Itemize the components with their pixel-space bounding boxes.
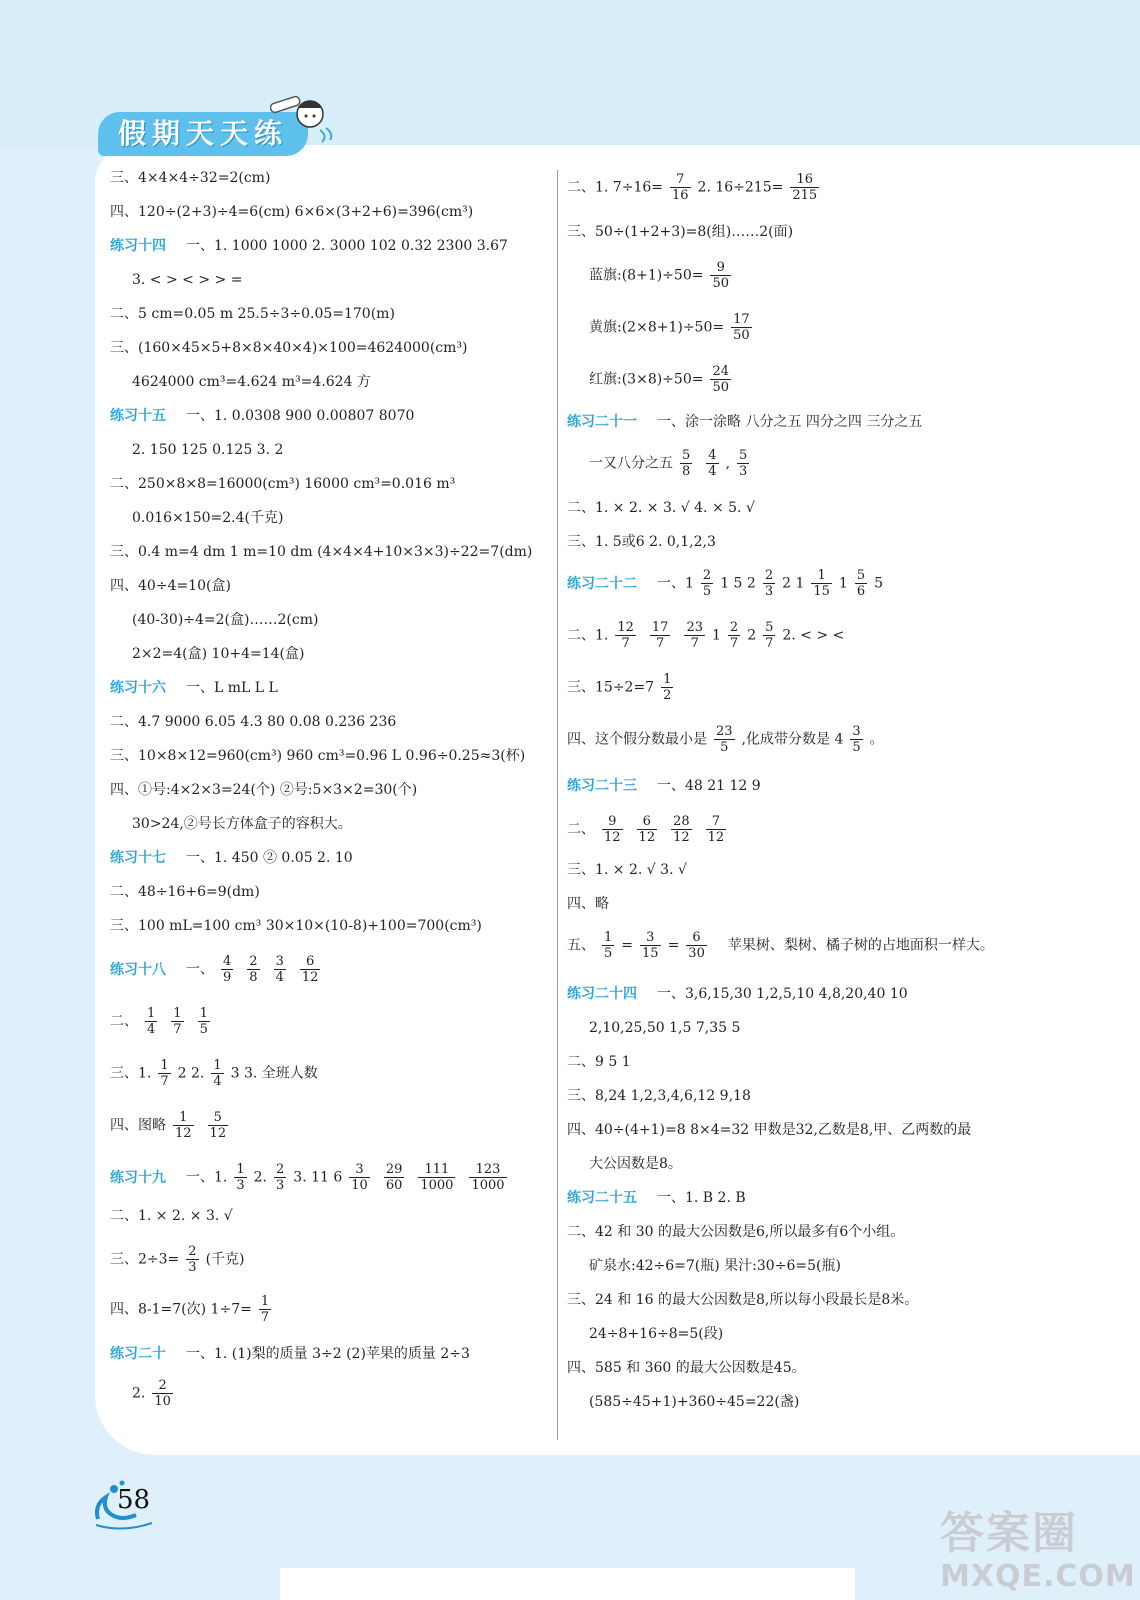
answer-line: 练习十四 一、1. 1000 1000 2. 3000 102 0.32 2300 3.67 — [110, 238, 508, 254]
page-title: 假期天天练 — [98, 112, 308, 156]
fraction: $\frac{17}{50}$ — [733, 312, 750, 343]
answer-line: 四、图略 $\frac{1}{12}$ $\frac{5}{12}$ — [110, 1110, 235, 1141]
answer-line: 二、48÷16+6=9(dm) — [110, 884, 260, 900]
answer-line: 大公因数是8。 — [589, 1156, 682, 1172]
answer-line: 三、24 和 16 的最大公因数是8,所以每小段最长是8米。 — [567, 1292, 919, 1308]
answer-line: 三、50÷(1+2+3)=8(组)……2(面) — [567, 224, 794, 240]
fraction: $\frac{1}{5}$ — [199, 1006, 208, 1037]
exercise-heading: 练习十八 — [110, 961, 166, 978]
answer-line: 练习二十五 一、1. B 2. B — [567, 1190, 746, 1206]
watermark-line1: 答案圈 — [940, 1508, 1078, 1559]
answer-line: 练习二十二 一、1 $\frac{2}{5}$ 1 5 2 $\frac{2}{3}$ 2 1 $\frac{1}{15}$ 1 $\frac{5}{6}$ 5 — [567, 568, 884, 599]
answer-line: 练习二十一 一、涂一涂略 八分之五 四分之四 三分之五 — [567, 414, 923, 430]
answer-line: 三、15÷2=7 $\frac{1}{2}$ — [567, 672, 672, 703]
exercise-heading: 练习二十二 — [567, 575, 637, 592]
fraction: $\frac{17}{7}$ — [651, 620, 669, 651]
exercise-heading: 练习二十四 — [567, 986, 637, 1002]
answer-line: 练习二十三 一、48 21 12 9 — [567, 778, 761, 794]
answer-line: 4624000 cm³=4.624 m³=4.624 方 — [132, 374, 371, 390]
exercise-heading: 练习二十三 — [567, 778, 637, 794]
page-number: 58 — [117, 1485, 151, 1515]
answer-line: 蓝旗:(8+1)÷50= $\frac{9}{50}$ — [589, 260, 730, 291]
fraction: $\frac{24}{50}$ — [712, 364, 730, 395]
fraction: $\frac{1}{5}$ — [604, 930, 613, 961]
answer-line: 0.016×150=2.4(千克) — [132, 510, 284, 526]
answer-line: 练习十八 一、 $\frac{4}{9}$ $\frac{2}{8}$ $\frac{3}{4}$ $\frac{6}{12}$ — [110, 954, 327, 985]
answer-line: 二、1. × 2. × 3. √ — [110, 1208, 233, 1224]
answer-line: 三、1. × 2. √ 3. √ — [567, 862, 687, 878]
answer-line: 矿泉水:42÷6=7(瓶) 果汁:30÷6=5(瓶) — [589, 1258, 841, 1274]
column-divider — [557, 170, 558, 1440]
exercise-heading: 练习二十 — [110, 1346, 166, 1362]
bottom-strip — [280, 1568, 855, 1600]
fraction: $\frac{5}{12}$ — [209, 1110, 227, 1141]
mascot-icon — [270, 92, 340, 148]
fraction: $\frac{9}{12}$ — [604, 814, 621, 845]
fraction: $\frac{5}{7}$ — [765, 620, 774, 651]
answer-line: 2. $\frac{2}{10}$ — [132, 1378, 171, 1409]
answer-line: 二、 $\frac{9}{12}$ $\frac{6}{12}$ $\frac{28}{12}$ $\frac{7}{12}$ — [567, 814, 733, 845]
exercise-heading: 练习十四 — [110, 238, 166, 254]
fraction: $\frac{5}{3}$ — [739, 448, 748, 479]
fraction: $\frac{1}{4}$ — [213, 1058, 222, 1089]
answer-line: 练习十六 一、L mL L L — [110, 680, 278, 696]
answer-line: 2. 150 125 0.125 3. 2 — [132, 442, 284, 458]
answer-line: 二、42 和 30 的最大公因数是6,所以最多有6个小组。 — [567, 1224, 905, 1240]
answer-line: 二、1. × 2. × 3. √ 4. × 5. √ — [567, 500, 755, 516]
answer-line: 黄旗:(2×8+1)÷50= $\frac{17}{50}$ — [589, 312, 750, 343]
answer-line: 3. < > < > > = — [132, 272, 243, 288]
answer-line: 三、2÷3= $\frac{2}{3}$ (千克) — [110, 1244, 245, 1275]
answer-line: 三、4×4×4÷32=2(cm) — [110, 170, 271, 186]
fraction: $\frac{4}{9}$ — [223, 954, 232, 985]
answer-line: 二、5 cm=0.05 m 25.5÷3÷0.05=170(m) — [110, 306, 395, 322]
fraction: $\frac{2}{7}$ — [729, 620, 739, 651]
fraction: $\frac{23}{5}$ — [716, 724, 733, 755]
fraction: $\frac{28}{12}$ — [673, 814, 690, 845]
fraction-group — [342, 1162, 513, 1193]
fraction: $\frac{3}{5}$ — [852, 724, 861, 755]
fraction: $\frac{111}{1000}$ — [420, 1162, 454, 1193]
answer-line: 30>24,②号长方体盒子的容积大。 — [132, 816, 352, 832]
answer-line: 2,10,25,50 1,5 7,35 5 — [589, 1020, 741, 1036]
fraction: $\frac{23}{7}$ — [686, 620, 703, 651]
answer-line: 四、40÷4=10(盒) — [110, 578, 231, 594]
fraction: $\frac{1}{3}$ — [236, 1162, 245, 1193]
answer-line: 二、9 5 1 — [567, 1054, 631, 1070]
fraction: $\frac{1}{4}$ — [147, 1006, 156, 1037]
fraction: $\frac{29}{60}$ — [385, 1162, 403, 1193]
fraction: $\frac{6}{30}$ — [688, 930, 705, 961]
exercise-heading: 练习十七 — [110, 850, 166, 866]
fraction: $\frac{2}{8}$ — [249, 954, 258, 985]
fraction: $\frac{16}{215}$ — [792, 172, 818, 203]
answer-line: 四、这个假分数最小是 $\frac{23}{5}$ ,化成带分数是 4 $\frac{3}{5}$ 。 — [567, 724, 884, 755]
fraction: $\frac{7}{16}$ — [672, 172, 689, 203]
fraction: $\frac{2}{3}$ — [276, 1162, 285, 1193]
fraction: $\frac{1}{12}$ — [175, 1110, 192, 1141]
answer-line: 二、1. 7÷16= $\frac{7}{16}$ 2. 16÷215= $\frac{16}{215}$ — [567, 172, 818, 203]
fraction: $\frac{123}{1000}$ — [471, 1162, 505, 1193]
answer-line: 练习十五 一、1. 0.0308 900 0.00807 8070 — [110, 408, 415, 424]
fraction: $\frac{3}{4}$ — [275, 954, 284, 985]
answer-line: 练习二十 一、1. (1)梨的质量 3÷2 (2)苹果的质量 2÷3 — [110, 1346, 470, 1362]
answer-line: 三、(160×45×5+8×8×40×4)×100=4624000(cm³) — [110, 340, 468, 356]
answer-line: 三、1. $\frac{1}{7}$ 2 2. $\frac{1}{4}$ 3 3. 全班人数 — [110, 1058, 318, 1089]
fraction: $\frac{2}{3}$ — [188, 1244, 197, 1275]
answer-line: 二、4.7 9000 6.05 4.3 80 0.08 0.236 236 — [110, 714, 397, 730]
fraction-group — [608, 620, 712, 651]
answer-line: 二、1. $\frac{12}{7}$ $\frac{17}{7}$ $\frac{23}{7}$ 1 $\frac{2}{7}$ 2 $\frac{5}{7}$ 2. < > < — [567, 620, 845, 651]
answer-line: 二、 $\frac{1}{4}$ $\frac{1}{7}$ $\frac{1}{5}$ — [110, 1006, 217, 1037]
answer-line: 练习二十四 一、3,6,15,30 1,2,5,10 4,8,20,40 10 — [567, 986, 908, 1002]
answer-line: 三、100 mL=100 cm³ 30×10×(10-8)+100=700(cm³) — [110, 918, 482, 934]
fraction: $\frac{1}{2}$ — [663, 672, 672, 703]
answer-line: 四、略 — [567, 896, 609, 912]
fraction: $\frac{9}{50}$ — [712, 260, 730, 291]
answer-line: 练习十七 一、1. 450 ② 0.05 2. 10 — [110, 850, 353, 866]
fraction: $\frac{12}{7}$ — [617, 620, 634, 651]
answer-line: 二、250×8×8=16000(cm³) 16000 cm³=0.016 m³ — [110, 476, 456, 492]
fraction: $\frac{2}{5}$ — [702, 568, 712, 599]
fraction: $\frac{2}{10}$ — [154, 1378, 171, 1409]
watermark-line2: MXQE.COM — [940, 1559, 1136, 1594]
exercise-heading: 练习十五 — [110, 408, 166, 424]
answer-line: 四、585 和 360 的最大公因数是45。 — [567, 1360, 806, 1376]
answer-line: 三、1. 5或6 2. 0,1,2,3 — [567, 534, 716, 550]
fraction: $\frac{2}{3}$ — [764, 568, 774, 599]
fraction: $\frac{5}{8}$ — [682, 448, 691, 479]
fraction: $\frac{1}{7}$ — [260, 1294, 270, 1325]
exercise-heading: 练习二十五 — [567, 1190, 637, 1206]
answer-line: 三、8,24 1,2,3,4,6,12 9,18 — [567, 1088, 751, 1104]
watermark — [940, 1508, 1136, 1598]
answer-line: 四、120÷(2+3)÷4=6(cm) 6×6×(3+2+6)=396(cm³) — [110, 204, 474, 220]
fraction: $\frac{3}{15}$ — [642, 930, 659, 961]
answer-line: 四、40÷(4+1)=8 8×4=32 甲数是32,乙数是8,甲、乙两数的最 — [567, 1122, 972, 1138]
answer-line: 一又八分之五 $\frac{5}{8}$ $\frac{4}{4}$ , $\frac{5}{3}$ — [589, 448, 748, 479]
fraction: $\frac{4}{4}$ — [708, 448, 717, 479]
answer-line: 24÷8+16÷8=5(段) — [589, 1326, 724, 1342]
answer-line: (585÷45+1)+360÷45=22(盏) — [589, 1394, 800, 1410]
answer-line: 三、0.4 m=4 dm 1 m=10 dm (4×4×4+10×3×3)÷22=7(dm) — [110, 544, 533, 560]
exercise-heading: 练习十六 — [110, 680, 166, 696]
exercise-heading: 练习十九 — [110, 1169, 166, 1186]
fraction: $\frac{1}{7}$ — [160, 1058, 169, 1089]
fraction: $\frac{1}{7}$ — [173, 1006, 182, 1037]
exercise-heading: 练习二十一 — [567, 414, 637, 430]
answer-line: 2×2=4(盒) 10+4=14(盒) — [132, 646, 305, 662]
fraction: $\frac{5}{6}$ — [856, 568, 866, 599]
answer-line: 红旗:(3×8)÷50= $\frac{24}{50}$ — [589, 364, 730, 395]
fraction: $\frac{6}{12}$ — [301, 954, 319, 985]
answer-line: (40-30)÷4=2(盒)……2(cm) — [132, 612, 319, 628]
fraction: $\frac{6}{12}$ — [638, 814, 656, 845]
fraction: $\frac{7}{12}$ — [707, 814, 725, 845]
answer-line: 三、10×8×12=960(cm³) 960 cm³=0.96 L 0.96÷0.25≈3(杯) — [110, 748, 526, 764]
answer-line: 四、①号:4×2×3=24(个) ②号:5×3×2=30(个) — [110, 782, 418, 798]
fraction: $\frac{1}{15}$ — [813, 568, 830, 599]
answer-line: 五、 $\frac{1}{5}$ = $\frac{3}{15}$ = $\frac{6}{30}$ 苹果树、梨树、橘子树的占地面积一样大。 — [567, 930, 994, 961]
answer-line: 练习十九 一、1. $\frac{1}{3}$ 2. $\frac{2}{3}$ 3. 11 6 $\frac{3}{10}$ $\frac{29}{60}$ $\frac{111}{1000}$ $\frac{123}{1000}$ — [110, 1162, 514, 1193]
answer-line: 四、8-1=7(次) 1÷7= $\frac{1}{7}$ — [110, 1294, 270, 1325]
fraction: $\frac{3}{10}$ — [351, 1162, 368, 1193]
